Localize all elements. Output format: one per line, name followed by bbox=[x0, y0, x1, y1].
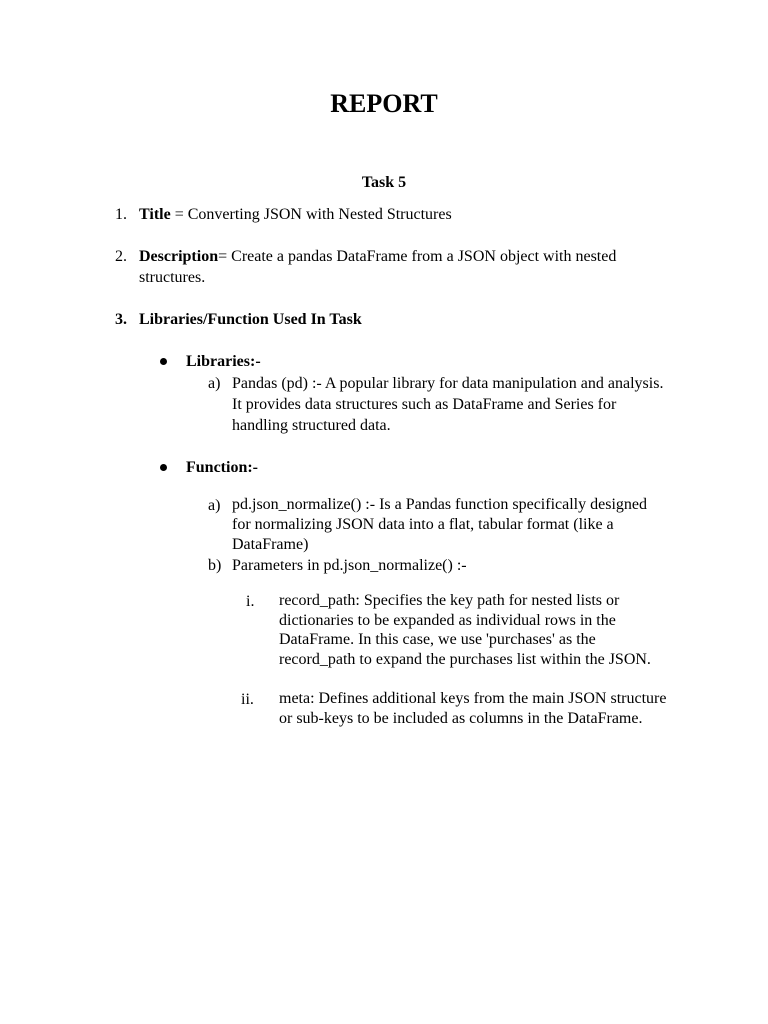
description-separator: = bbox=[218, 248, 232, 265]
parameters-text: Parameters in pd.json_normalize() :- bbox=[232, 557, 467, 574]
item-number: 3. bbox=[115, 311, 127, 328]
description-text: Create a pandas DataFrame from a JSON object with nested structures. bbox=[139, 248, 617, 286]
item-number: 2. bbox=[115, 248, 127, 265]
title-text: Converting JSON with Nested Structures bbox=[187, 206, 452, 223]
title-item bbox=[139, 204, 659, 225]
libraries-function-heading: Libraries/Function Used In Task bbox=[139, 311, 362, 328]
title-separator: = bbox=[170, 206, 188, 223]
list-marker: b) bbox=[208, 557, 222, 574]
pandas-library-text: Pandas (pd) :- A popular library for data manipulation and analysis. It provides data structures such as DataFrame and Series for handling structured data. bbox=[232, 375, 664, 434]
description-label: Description bbox=[139, 248, 219, 265]
function-heading: Function:- bbox=[186, 459, 258, 476]
list-marker: ii. bbox=[241, 691, 254, 708]
item-number: 1. bbox=[115, 206, 127, 223]
report-title: REPORT bbox=[330, 89, 438, 118]
bullet-icon bbox=[160, 464, 167, 471]
bullet-icon bbox=[160, 358, 167, 365]
description-item bbox=[139, 246, 649, 288]
meta-text: meta: Defines additional keys from the main JSON structure or sub-keys to be included as columns in the DataFrame. bbox=[279, 690, 667, 727]
json-normalize-text: pd.json_normalize() :- Is a Pandas function specifically designed for normalizing JSON data into a flat, tabular format (like a DataFrame) bbox=[232, 496, 647, 553]
record-path-text: record_path: Specifies the key path for nested lists or dictionaries to be expanded as individual rows in the DataFrame. In this case, we use 'purchases' as the record_path to expand the purchases list within the JSON. bbox=[279, 592, 651, 668]
list-marker: a) bbox=[208, 497, 221, 514]
libraries-heading: Libraries:- bbox=[186, 353, 261, 370]
list-marker: i. bbox=[246, 593, 255, 610]
list-marker: a) bbox=[208, 375, 221, 392]
task-heading: Task 5 bbox=[361, 174, 407, 191]
title-label: Title bbox=[139, 206, 171, 223]
